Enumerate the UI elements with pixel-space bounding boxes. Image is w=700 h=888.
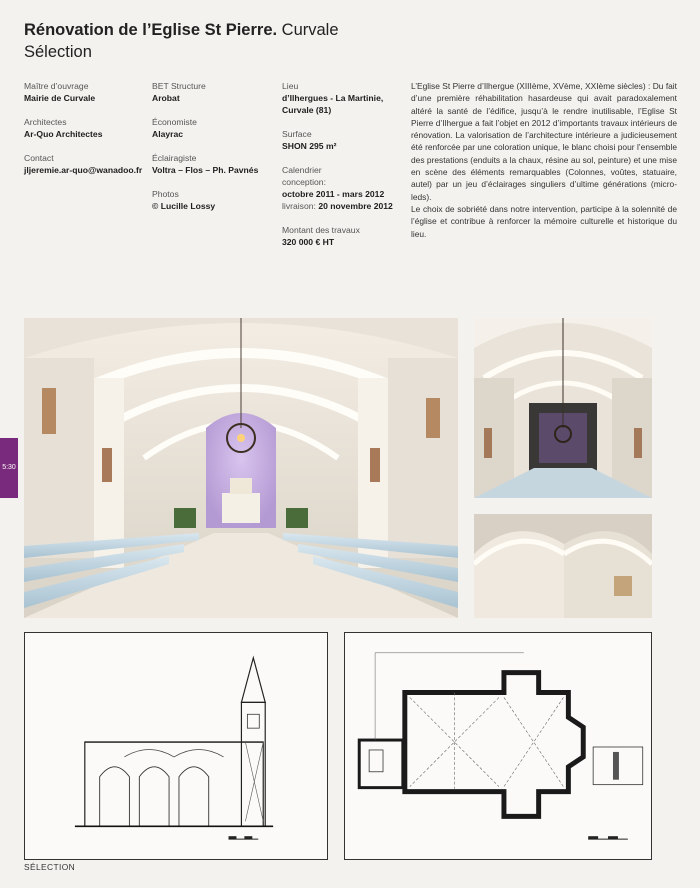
plan-drawing — [344, 632, 652, 860]
credit-economist — [152, 116, 272, 140]
credit-label: Contact — [24, 153, 54, 163]
delivery-line — [282, 200, 400, 212]
credit-value: d’Ilhergues - La Martinie, Curvale (81) — [282, 93, 384, 115]
credit-value: Ar-Quo Architectes — [24, 129, 103, 139]
credit-label: Surface — [282, 129, 312, 139]
page-title — [24, 20, 664, 41]
credits-col-2 — [152, 80, 272, 224]
description-text — [411, 80, 677, 240]
livraison-label: livraison: — [282, 201, 316, 211]
credits-col-1 — [24, 80, 144, 188]
credit-value: Voltra – Flos – Ph. Pavnés — [152, 165, 259, 175]
description-paragraph: Le choix de sobriété dans notre intervention, participe à la solennité de l’église et contribue à renforcer la mémoire culturelle et historique du lieu. — [411, 203, 677, 239]
livraison-value: 20 novembre 2012 — [318, 201, 393, 211]
credit-photos — [152, 188, 272, 212]
footer-section-label: SÉLECTION — [24, 862, 76, 872]
conception-label: conception: — [282, 177, 326, 187]
title-block — [24, 20, 664, 63]
photo-nave-side-view — [474, 318, 652, 498]
section-drawing — [24, 632, 328, 860]
conception-value: octobre 2011 - mars 2012 — [282, 189, 385, 199]
credit-label: Maître d’ouvrage — [24, 81, 89, 91]
nave-photo-illustration — [24, 318, 458, 618]
credit-architects — [24, 116, 144, 140]
credit-value: © Lucille Lossy — [152, 201, 216, 211]
credit-structure — [152, 80, 272, 104]
credit-value: 320 000 € HT — [282, 237, 335, 247]
credit-label: BET Structure — [152, 81, 206, 91]
credit-value: Mairie de Curvale — [24, 93, 96, 103]
credit-value: SHON 295 m² — [282, 141, 337, 151]
vault-illustration — [474, 514, 652, 618]
section-illustration — [25, 633, 327, 859]
credit-label: Architectes — [24, 117, 67, 127]
credit-label: Photos — [152, 189, 179, 199]
side-view-illustration — [474, 318, 652, 498]
credit-label: Éclairagiste — [152, 153, 197, 163]
credit-label: Montant des travaux — [282, 225, 360, 235]
credit-value: Alayrac — [152, 129, 184, 139]
photo-nave-interior — [24, 318, 458, 618]
credit-label: Lieu — [282, 81, 299, 91]
plan-illustration — [345, 633, 651, 859]
credit-budget — [282, 224, 400, 248]
page-side-tab: 5:30 — [0, 438, 18, 498]
title-bold: Rénovation de l’Eglise St Pierre. — [24, 21, 278, 39]
contact-email[interactable]: jljeremie.ar-quo@wanadoo.fr — [24, 165, 143, 175]
credit-label: Calendrier — [282, 165, 322, 175]
credits-col-3 — [282, 80, 400, 260]
credit-label: Économiste — [152, 117, 197, 127]
credit-owner — [24, 80, 144, 104]
credit-contact — [24, 152, 144, 176]
credit-surface — [282, 128, 400, 152]
credit-location — [282, 80, 400, 116]
page-subtitle: Sélection — [24, 43, 92, 61]
description-paragraph: L’Eglise St Pierre d’Ilhergue (XIIIème, XVème, XXIème siècles) : Du fait d’une première réhabilitation hasardeuse qui avait paradoxalement altéré la santé de l’édifice, jusqu’à le rendre inutilisable, l’Eglise St Pierre d’Ilhergue a fait l’objet en 2012 d’importants travaux intérieurs de rénovation. La valorisation de l’architecture intérieure a judicieusement été renforcée par une coloration unique, le blanc choisi pour l’ensemble des prestations (enduits a la chaux, résine au sol, peinture) et une mise en scène des éléments remarquables (Colonnes, voûtes, statuaire, autel) par un jeu d’éclairages singuliers d’ultime générations (micro-leds). — [411, 81, 677, 202]
credit-value: Arobat — [152, 93, 180, 103]
credit-lighting — [152, 152, 272, 176]
photo-vault-detail — [474, 514, 652, 618]
credit-calendar — [282, 164, 400, 212]
title-light: Curvale — [281, 21, 339, 39]
